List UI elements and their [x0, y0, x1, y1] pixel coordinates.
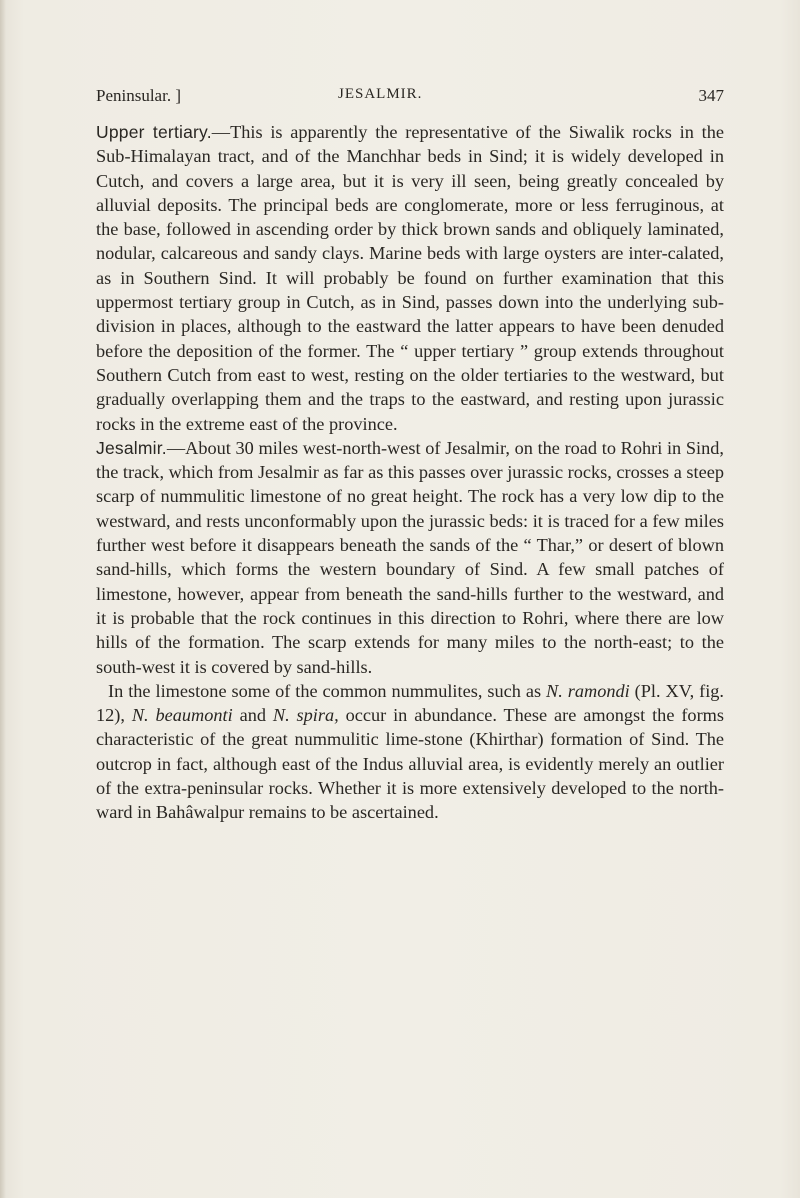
- section-label: Peninsular. ]: [96, 86, 181, 105]
- limestone-text-4: occur in abundance. These are amongst the forms characteristic of the great nummulitic lime-stone (Khirthar) formation of Sind. The outcrop in fact, although east of the Indus alluvial area, is evidently merely an outlier of the extra-peninsular rocks. Whether it is more extensively developed to the north-ward in Bahâwalpur remains to be ascertained.: [96, 705, 724, 823]
- page-binding-shadow: [0, 0, 6, 1198]
- species-name-beaumonti: N. beaumonti: [131, 705, 233, 726]
- paragraph-heading-jesalmir: Jesalmir.: [96, 437, 167, 458]
- species-name-ramondi: N. ramondi: [546, 680, 630, 701]
- paragraph-upper-tertiary: [96, 120, 724, 436]
- paragraph-jesalmir: [96, 436, 724, 679]
- running-head: [96, 86, 724, 112]
- limestone-text-3: and: [232, 705, 273, 726]
- body-text: [96, 120, 724, 825]
- paragraph-limestone: [96, 679, 724, 825]
- limestone-text-2: (Pl. XV, fig. 12),: [96, 680, 724, 726]
- species-name-spira: N. spira,: [272, 705, 339, 726]
- chapter-title: JESALMIR.: [338, 86, 423, 102]
- limestone-text-1: In the limestone some of the common nummulites, such as: [108, 680, 547, 701]
- paragraph-heading-upper-tertiary: Upper tertiary.: [96, 122, 212, 142]
- page-number: 347: [698, 86, 724, 105]
- paragraph-body-jesalmir: —About 30 miles west-north-west of Jesalmir, on the road to Rohri in Sind, the track, which from Jesalmir as far as this passes over jurassic rocks, crosses a steep scarp of nummulitic limestone of no great height. The rock has a very low dip to the westward, and rests unconformably upon the jurassic beds: it is traced for a few miles further west before it disappears beneath the sands of the “ Thar,” or desert of blown sand-hills, which forms the western boundary of Sind. A few small patches of limestone, however, appear from beneath the sand-hills further to the westward, and it is probable that the rock continues in this direction to Rohri, where there are low hills of the formation. The scarp extends for many miles to the north-east; to the south-west it is covered by sand-hills.: [96, 437, 724, 677]
- paragraph-body-upper-tertiary: —This is apparently the representative of the Siwalik rocks in the Sub-Himalayan tract, and of the Manchhar beds in Sind; it is widely developed in Cutch, and covers a large area, but it is very ill seen, being greatly concealed by alluvial deposits. The principal beds are conglomerate, more or less ferruginous, at the base, followed in ascending order by thick brown sands and obliquely laminated, nodular, calcareous and sandy clays. Marine beds with large oysters are inter-calated, as in Southern Sind. It will probably be found on further examination that this uppermost tertiary group in Cutch, as in Sind, passes down into the underlying sub-division in places, although to the eastward the latter appears to have been denuded before the deposition of the former. The “ upper tertiary ” group extends throughout Southern Cutch from east to west, resting on the older tertiaries to the westward, but gradually overlapping them and the traps to the eastward, and resting upon jurassic rocks in the extreme east of the province.: [96, 122, 724, 434]
